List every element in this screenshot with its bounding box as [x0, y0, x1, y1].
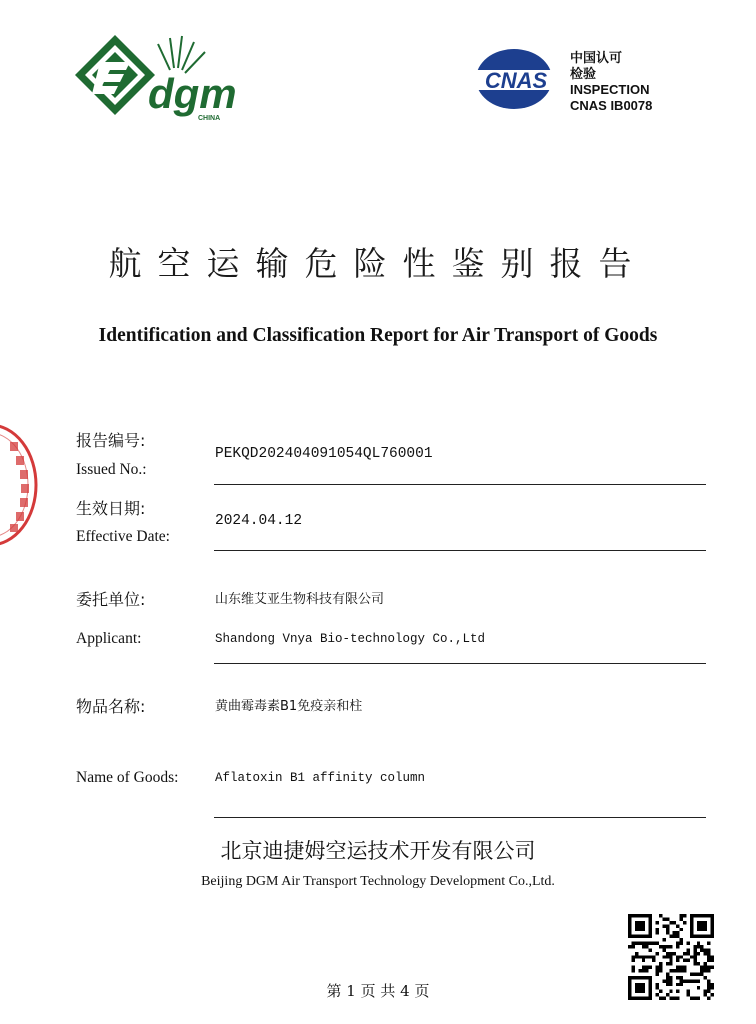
edgm-logo — [70, 30, 250, 125]
cnas-logo — [470, 44, 562, 114]
cnas-line-2: 检验 — [570, 66, 597, 81]
applicant-value-cn: 山东维艾亚生物科技有限公司 — [215, 592, 385, 607]
effective-date-label-cn: 生效日期: — [76, 499, 146, 518]
applicant-label-cn: 委托单位: — [76, 590, 146, 609]
issued-no-rule — [214, 484, 706, 485]
goods-label-cn: 物品名称: — [76, 697, 146, 716]
applicant-label-en: Applicant: — [76, 630, 142, 647]
applicant-value-en: Shandong Vnya Bio-technology Co.,Ltd — [215, 632, 486, 646]
page-number: 第 1 页 共 4 页 — [326, 982, 430, 1000]
goods-value-en: Aflatoxin B1 affinity column — [215, 771, 426, 785]
red-seal — [0, 420, 42, 550]
cnas-accreditation-text — [570, 50, 740, 114]
cnas-line-4: CNAS IB0078 — [570, 98, 653, 113]
company-name-en: Beijing DGM Air Transport Technology Development Co.,Ltd. — [201, 874, 555, 889]
company-name-cn: 北京迪捷姆空运技术开发有限公司 — [220, 839, 536, 863]
cnas-line-1: 中国认可 — [570, 50, 623, 65]
goods-value-cn: 黄曲霉毒素B1免疫亲和柱 — [215, 699, 363, 714]
cnas-line-3: INSPECTION — [570, 82, 650, 97]
cnas-logo-text: CNAS — [484, 68, 548, 93]
logo-text: dgm — [148, 70, 237, 117]
effective-date-label-en: Effective Date: — [76, 528, 170, 545]
issued-no-value: PEKQD202404091054QL760001 — [215, 446, 433, 462]
goods-rule — [214, 817, 706, 818]
goods-label-en: Name of Goods: — [76, 769, 179, 786]
effective-date-value: 2024.04.12 — [215, 513, 303, 529]
logo-sub-text: CHINA — [198, 115, 221, 122]
applicant-rule — [214, 663, 706, 664]
report-title-en: Identification and Classification Report for Air Transport of Goods — [98, 325, 658, 346]
report-title-cn: 航空运输危险性鉴别报告 — [108, 244, 648, 283]
qr-code — [628, 914, 714, 1000]
issued-no-label-cn: 报告编号: — [76, 431, 146, 450]
issued-no-label-en: Issued No.: — [76, 461, 147, 478]
effective-date-rule — [214, 550, 706, 551]
